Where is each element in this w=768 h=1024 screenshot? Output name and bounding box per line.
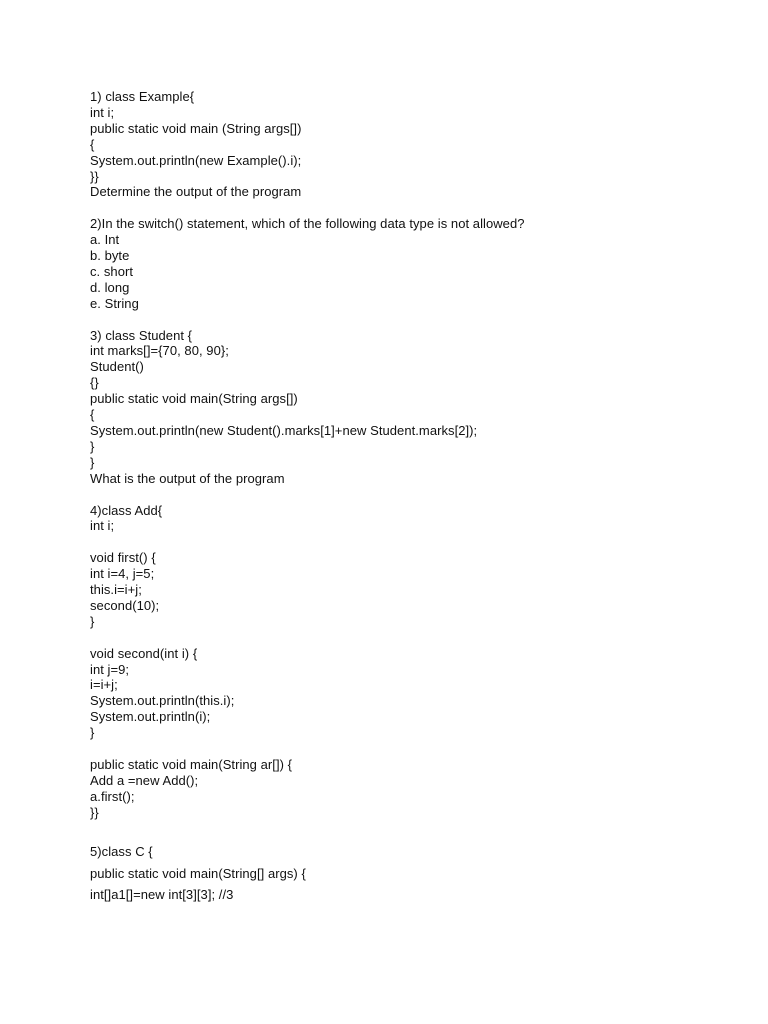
q4-line: void first() {	[90, 550, 156, 566]
question-3	[90, 328, 730, 487]
q1-line: public static void main (String args[])	[90, 120, 302, 136]
q3-line: }	[90, 454, 95, 470]
q4-line: }	[90, 725, 95, 741]
q4-line: a.first();	[90, 788, 135, 804]
q1-line: int i;	[90, 104, 115, 120]
q4-line: }}	[90, 804, 99, 820]
question-2	[90, 216, 730, 311]
q3-line: public static void main(String args[])	[90, 391, 298, 407]
q3-line: }	[90, 438, 95, 454]
q4-line: int i=4, j=5;	[90, 566, 155, 582]
q4-line: System.out.println(this.i);	[90, 693, 235, 709]
q3-prompt: What is the output of the program	[90, 470, 285, 486]
q2-option: b. byte	[90, 248, 130, 264]
q4-line: }	[90, 613, 95, 629]
q2-option: e. String	[90, 295, 139, 311]
q5-line: int[]a1[]=new int[3][3]; //3	[90, 887, 234, 903]
question-1	[90, 89, 730, 200]
q4-line: int j=9;	[90, 661, 130, 677]
question-5	[90, 844, 730, 906]
q2-option: d. long	[90, 279, 130, 295]
q4-blank-line	[90, 741, 730, 757]
q4-line: void second(int i) {	[90, 645, 198, 661]
q4-blank-line	[90, 534, 730, 550]
q4-line: second(10);	[90, 597, 160, 613]
q2-prompt: 2)In the switch() statement, which of the following data type is not allowed?	[90, 216, 525, 232]
q3-line: {}	[90, 375, 99, 391]
q1-line: }}	[90, 168, 99, 184]
q3-line: Student()	[90, 359, 144, 375]
q1-prompt: Determine the output of the program	[90, 184, 302, 200]
q4-line: public static void main(String ar[]) {	[90, 757, 293, 773]
question-4	[90, 503, 730, 821]
spacer	[90, 487, 730, 503]
q3-line: 3) class Student {	[90, 327, 193, 343]
q5-line: 5)class C {	[90, 843, 153, 859]
spacer	[90, 821, 730, 837]
q4-blank-line	[90, 630, 730, 646]
q3-line: int marks[]={70, 80, 90};	[90, 343, 229, 359]
q4-line: int i;	[90, 518, 115, 534]
spacer	[90, 200, 730, 216]
q4-line: 4)class Add{	[90, 502, 163, 518]
q5-line: public static void main(String[] args) {	[90, 866, 306, 882]
q3-line: System.out.println(new Student().marks[1]+new Student.marks[2]);	[90, 423, 478, 438]
q4-line: i=i+j;	[90, 677, 118, 693]
q1-line: System.out.println(new Example().i);	[90, 152, 302, 168]
q4-line: System.out.println(i);	[90, 709, 211, 725]
document-page	[90, 89, 730, 905]
q1-line: {	[90, 136, 95, 152]
spacer	[90, 312, 730, 328]
q2-option: c. short	[90, 263, 134, 279]
q1-line: 1) class Example{	[90, 89, 195, 104]
q4-line: this.i=i+j;	[90, 582, 142, 598]
q4-line: Add a =new Add();	[90, 772, 199, 788]
q2-option: a. Int	[90, 232, 120, 248]
spacer	[90, 837, 730, 844]
q3-line: {	[90, 407, 95, 423]
